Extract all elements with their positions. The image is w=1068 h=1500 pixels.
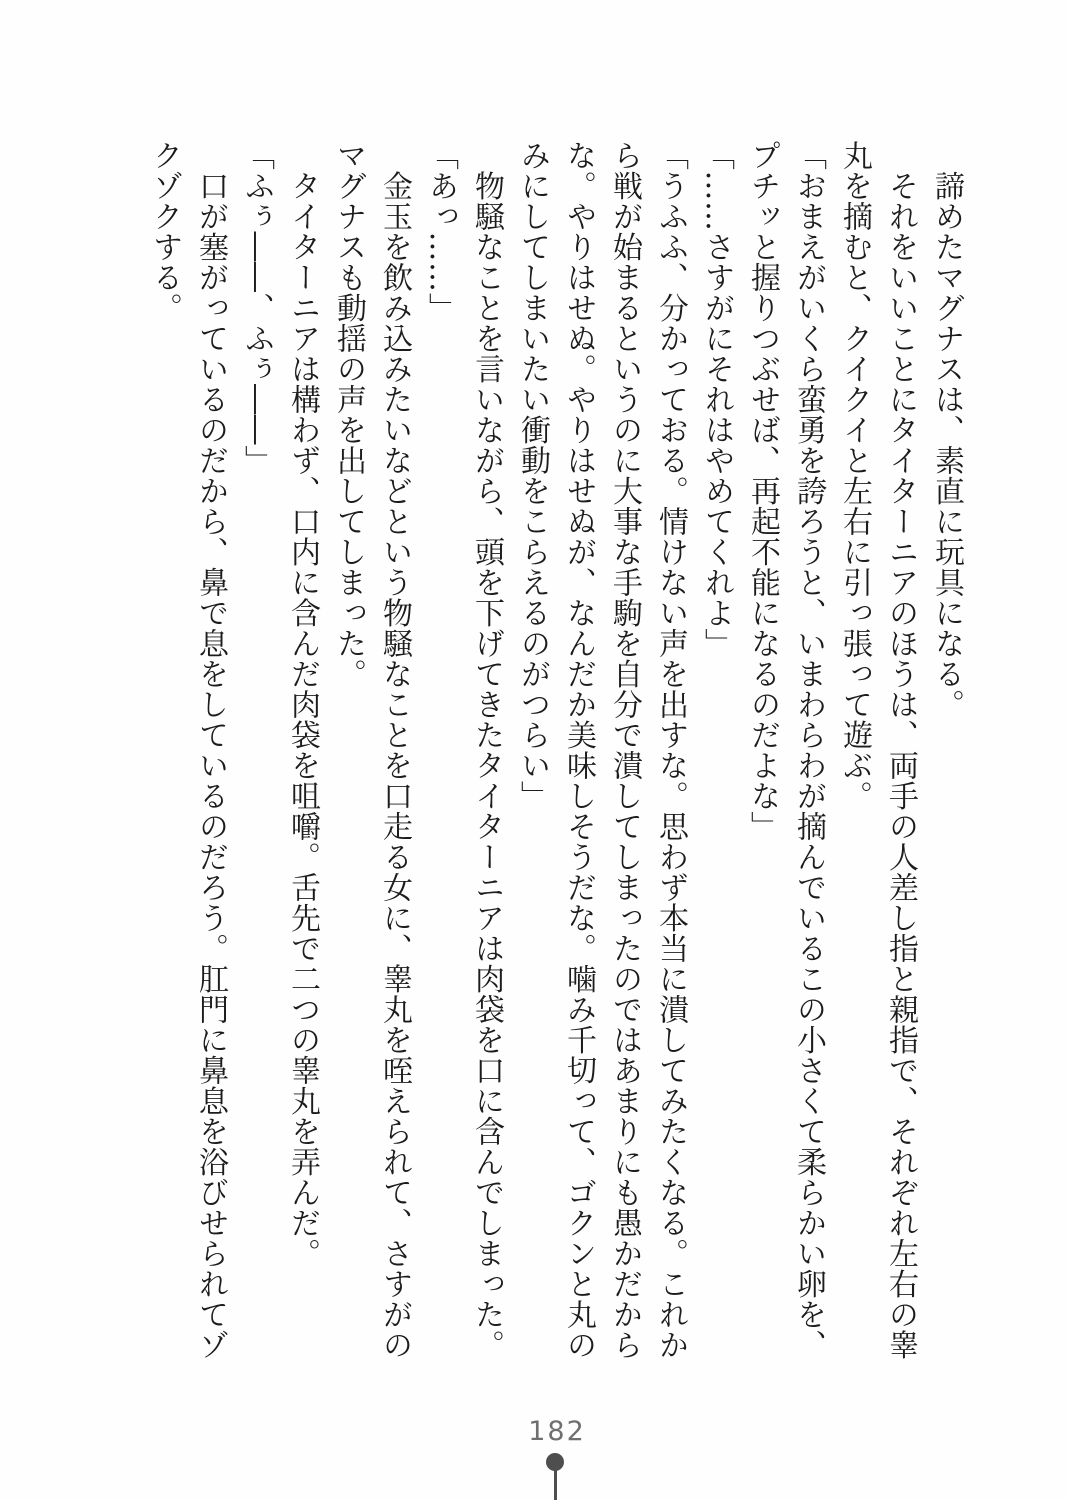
- paragraph: 「おまえがいくら蛮勇を誇ろうと、いまわらわが摘んでいるこの小さくて柔らかい卵を、プチッと握りつぶせば、再起不能になるのだよな」: [745, 140, 826, 1360]
- paragraph: 諦めたマグナスは、素直に玩具になる。: [929, 140, 964, 720]
- page-text: [141, 140, 969, 1362]
- paragraph: 口が塞がっているのだから、鼻で息をしているのだろう。肛門に鼻息を浴びせられてゾクゾクする。: [147, 140, 228, 1360]
- paragraph: 「うふふ、分かっておる。情けない声を出すな。思わず本当に潰してみたくなる。これから戦が始まるというのに大事な手駒を自分で潰してしまったのではあまりにも愚かだからな。やりはせぬ。やりはせぬが、なんだか美味しそうだな。噛み千切って、ゴクンと丸のみにしてしまいたい衝動をこらえるのがつらい」: [515, 140, 688, 1360]
- paragraph: それをいいことにタイターニアのほうは、両手の人差し指と親指で、それぞれ左右の睾丸を摘むと、クイクイと左右に引っ張って遊ぶ。: [837, 140, 918, 1360]
- paragraph: 「あっ……」: [423, 140, 458, 323]
- paragraph: 「ふぅ――、ふぅ――」: [239, 140, 274, 476]
- page-number: 182: [528, 1416, 586, 1447]
- paragraph: 物騒なことを言いながら、頭を下げてきたタイターニアは肉袋を口に含んでしまった。: [469, 140, 504, 1360]
- paragraph: タイターニアは構わず、口内に含んだ肉袋を咀嚼。舌先で二つの睾丸を弄んだ。: [285, 140, 320, 1269]
- paragraph: 「……さすがにそれはやめてくれよ」: [699, 140, 734, 659]
- paragraph: 金玉を飲み込みたいなどという物騒なことを口走る女に、睾丸を咥えられて、さすがのマグナスも動揺の声を出してしまった。: [331, 140, 412, 1360]
- footer-marker-line: [554, 1466, 557, 1500]
